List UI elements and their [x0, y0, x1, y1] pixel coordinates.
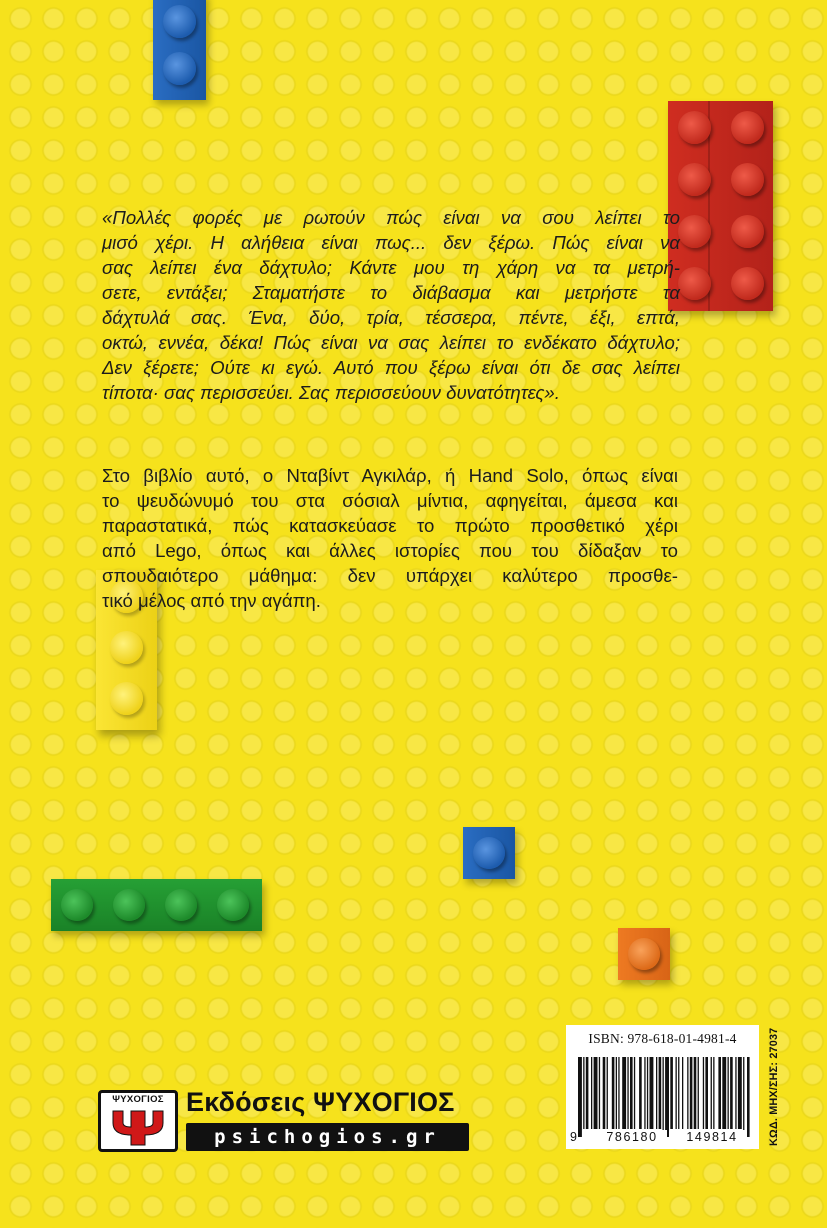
- description-line: τικό μέλος από την αγάπη.: [102, 590, 321, 611]
- description-text: [102, 463, 678, 613]
- brick-stud: [678, 267, 711, 300]
- brick-stud: [628, 938, 660, 970]
- brick-stud: [110, 631, 143, 664]
- barcode-digits-left: 786180: [597, 1130, 667, 1144]
- brick-stud: [217, 889, 249, 921]
- barcode-digits-right: 149814: [677, 1130, 747, 1144]
- description-line: παραστατικά, πώς κατασκεύασε το πρώτο προσθετικό χέρι: [102, 515, 678, 536]
- green-lego-brick: [51, 879, 262, 931]
- isbn-text: ISBN: 978-618-01-4981-4: [588, 1031, 737, 1046]
- barcode-digit-first: 9: [570, 1130, 577, 1144]
- brick-stud: [163, 52, 196, 85]
- quote-text: [102, 205, 680, 405]
- description-line: το ψευδώνυμό του στα σόσιαλ μίντια, αφηγείται, άμεσα και: [102, 490, 678, 511]
- brick-stud: [473, 837, 505, 869]
- orange-lego-brick: [618, 928, 670, 980]
- quote-line: οκτώ, εννέα, δέκα! Πώς είναι να σας λείπει το ενδέκατο δάχτυλο;: [102, 332, 680, 353]
- publisher-logo-text: ΨΥΧΟΓΙΟΣ: [112, 1094, 164, 1105]
- blue-lego-brick-small: [463, 827, 515, 879]
- brick-stud: [113, 889, 145, 921]
- product-code-text: ΚΩΔ. ΜΗΧ/ΣΗΣ: 27037: [768, 1027, 780, 1146]
- brick-stud: [165, 889, 197, 921]
- brick-stud: [110, 682, 143, 715]
- website-text: psichogios.gr: [214, 1126, 441, 1148]
- blue-lego-brick-top: [153, 0, 206, 100]
- publisher-logo: [98, 1090, 178, 1152]
- red-lego-brick: [668, 101, 773, 311]
- quote-line: Δεν ξέρετε; Ούτε κι εγώ. Αυτό που ξέρω είναι ότι δε σας λείπει: [102, 357, 680, 378]
- brick-stud: [678, 111, 711, 144]
- brick-stud: [731, 111, 764, 144]
- brick-stud: [61, 889, 93, 921]
- quote-line: δάχτυλά σας. Ένα, δύο, τρία, τέσσερα, πέντε, έξι, επτά,: [102, 307, 680, 328]
- quote-line: σας λείπει ένα δάχτυλο; Κάντε μου τη χάρη να τα μετρή-: [102, 257, 680, 278]
- brick-stud: [731, 267, 764, 300]
- description-line: από Lego, όπως και άλλες ιστορίες που του δίδαξαν το: [102, 540, 678, 561]
- quote-line: μισό χέρι. Η αλήθεια είναι πως... δεν ξέρω. Πώς είναι να: [102, 232, 680, 253]
- brick-stud: [163, 5, 196, 38]
- publisher-website: [186, 1123, 469, 1151]
- description-line: σπουδαιότερο μάθημα: δεν υπάρχει καλύτερο προσθε-: [102, 565, 678, 586]
- quote-line: σετε, εντάξει; Σταματήστε το διάβασμα και μετρήστε τα: [102, 282, 680, 303]
- brick-stud: [731, 163, 764, 196]
- brick-stud: [731, 215, 764, 248]
- description-line: Στο βιβλίο αυτό, ο Νταβίντ Αγκιλάρ, ή Hand Solo, όπως είναι: [102, 465, 678, 486]
- brick-stud: [678, 163, 711, 196]
- brick-stud: [678, 215, 711, 248]
- quote-line: τίποτα· σας περισσεύει. Σας περισσεύουν δυνατότητες».: [102, 382, 560, 403]
- quote-line: «Πολλές φορές με ρωτούν πώς είναι να σου λείπει το: [102, 207, 680, 228]
- publisher-name: Εκδόσεις ΨΥΧΟΓΙΟΣ: [186, 1087, 455, 1117]
